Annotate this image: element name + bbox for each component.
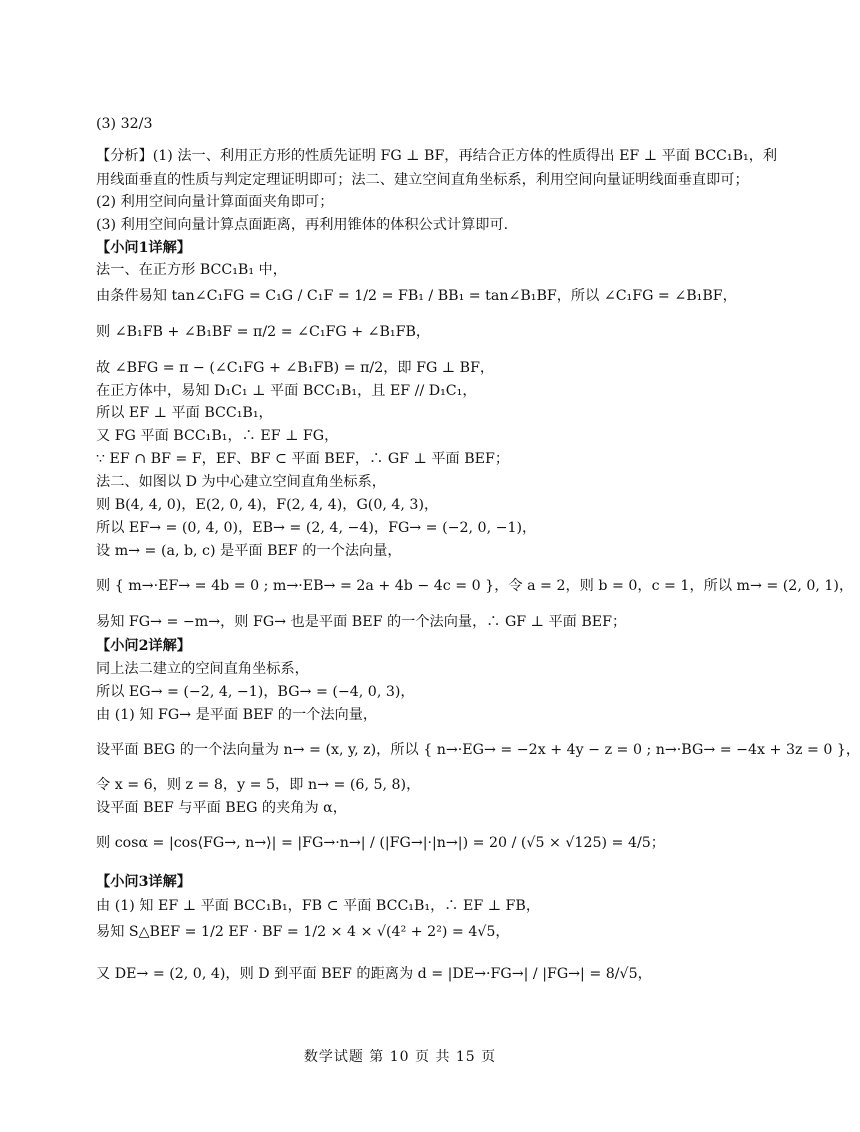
answer-line-3: (3) 32/3: [96, 116, 153, 132]
body-line: 同上法二建立的空间直角坐标系，: [96, 661, 309, 677]
body-line: 所以 EG→ = (−2, 4, −1)，BG→ = (−4, 0, 3)，: [96, 684, 415, 700]
formula-line: 则 cosα = |cos⟨FG→, n→⟩| = |FG→·n→| / (|FG→|·|n→|) = 20 / (√5 × √125) = 4/5；: [96, 835, 665, 851]
body-line: 法一、在正方形 BCC₁B₁ 中，: [96, 262, 287, 278]
section-heading-1: 【小问1详解】: [96, 240, 191, 256]
body-line: 设平面 BEF 与平面 BEG 的夹角为 α，: [96, 800, 347, 816]
body-line: 在正方体中，易知 D₁C₁ ⊥ 平面 BCC₁B₁，且 EF // D₁C₁，: [96, 383, 477, 399]
body-line: 又 FG 平面 BCC₁B₁，∴ EF ⊥ FG，: [96, 428, 339, 444]
body-line: 令 x = 6，则 z = 8，y = 5，即 n→ = (6, 5, 8)，: [96, 777, 421, 793]
body-line: 设 m→ = (a, b, c) 是平面 BEF 的一个法向量，: [96, 543, 402, 559]
formula-line: 又 DE→ = (2, 0, 4)，则 D 到平面 BEF 的距离为 d = |DE→·FG→| / |FG→| = 8/√5，: [96, 966, 652, 982]
body-line: 由 (1) 知 FG→ 是平面 BEF 的一个法向量，: [96, 707, 378, 723]
body-line: 所以 EF ⊥ 平面 BCC₁B₁，: [96, 405, 273, 421]
body-line: 所以 EF→ = (0, 4, 0)，EB→ = (2, 4, −4)，FG→ = (−2, 0, −1)，: [96, 520, 537, 536]
body-line: 法二、如图以 D 为中心建立空间直角坐标系，: [96, 474, 386, 490]
formula-line: 故 ∠BFG = π − (∠C₁FG + ∠B₁FB) = π/2，即 FG ⊥ BF，: [96, 360, 495, 376]
analysis-line-1: 【分析】(1) 法一、利用正方形的性质先证明 FG ⊥ BF，再结合正方体的性质得出 EF ⊥ 平面 BCC₁B₁，利: [96, 148, 778, 164]
formula-line: 由条件易知 tan∠C₁FG = C₁G / C₁F = 1/2 = FB₁ / BB₁ = tan∠B₁BF，所以 ∠C₁FG = ∠B₁BF，: [96, 288, 737, 304]
body-line: 易知 FG→ = −m→，则 FG→ 也是平面 BEF 的一个法向量，∴ GF ⊥ 平面 BEF；: [96, 614, 627, 630]
page-footer: 数学试题 第 10 页 共 15 页: [303, 1049, 497, 1065]
analysis-line-4: (3) 利用空间向量计算点面距离，再利用锥体的体积公式计算即可.: [96, 217, 509, 233]
section-heading-3: 【小问3详解】: [96, 874, 191, 890]
analysis-line-2: 用线面垂直的性质与判定定理证明即可；法二、建立空间直角坐标系，利用空间向量证明线面垂直即可；: [96, 172, 749, 188]
body-line: ∵ EF ∩ BF = F，EF、BF ⊂ 平面 BEF，∴ GF ⊥ 平面 BEF；: [96, 451, 510, 467]
formula-line: 易知 S△BEF = 1/2 EF · BF = 1/2 × 4 × √(4² + 2²) = 4√5，: [96, 924, 510, 940]
formula-line: 则 ∠B₁FB + ∠B₁BF = π/2 = ∠C₁FG + ∠B₁FB，: [96, 324, 431, 340]
system-line: 设平面 BEG 的一个法向量为 n→ = (x, y, z)，所以 { n→·EG→ = −2x + 4y − z = 0 ; n→·BG→ = −4x + 3z = 0 }，: [96, 742, 860, 758]
body-line: 则 B(4, 4, 0)，E(2, 0, 4)，F(2, 4, 4)，G(0, 4, 3)，: [96, 497, 439, 513]
analysis-line-3: (2) 利用空间向量计算面面夹角即可；: [96, 194, 334, 210]
section-heading-2: 【小问2详解】: [96, 638, 191, 654]
body-line: 由 (1) 知 EF ⊥ 平面 BCC₁B₁，FB ⊂ 平面 BCC₁B₁，∴ EF ⊥ FB，: [96, 898, 541, 914]
system-line: 则 { m→·EF→ = 4b = 0 ; m→·EB→ = 2a + 4b − 4c = 0 }，令 a = 2，则 b = 0，c = 1，所以 m→ = (2, 0, 1)，: [96, 578, 854, 594]
